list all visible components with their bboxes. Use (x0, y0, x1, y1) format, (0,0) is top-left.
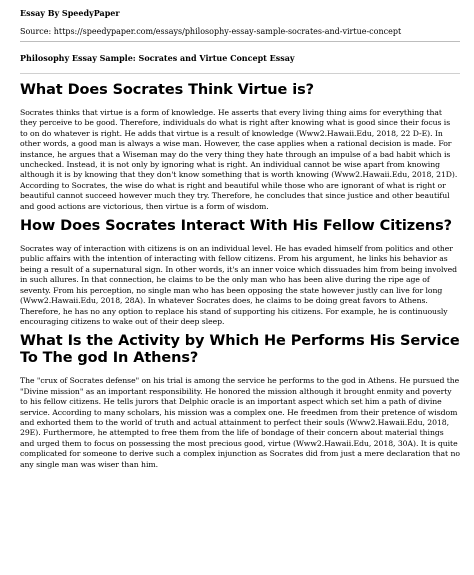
source-url[interactable]: https://speedypaper.com/essays/philosophy-essay-sample-socrates-and-virtue-concept (53, 27, 402, 36)
essay-title: Philosophy Essay Sample: Socrates and Virtue Concept Essay (20, 53, 295, 63)
section-body-service: The "crux of Socrates defense" on his trial is among the service he performs to the god in Athens. He pursued the "Divine mission" as an important responsibility. He honored the mission although it brought enmity and poverty to his fellow citizens. He tells jurors that Delphic oracle is an important aspect which set him a path of divine service. According to many scholars, his mission was a complex one. He freedmen from their pretence of wisdom and exhorted them to the world of truth and actual attainment to perfect their souls (Www2.Hawaii.Edu, 2018, 29E). Furthermore, he attempted to free them from the life of bondage of their concern about material things and urged them to focus on possessing the most precious good, virtue (Www2.Hawaii.Edu, 2018, 30A). It is quite complicated for someone to derive such a complex injunction as Socrates did from just a mere declaration that no any single man was wiser than him. (20, 376, 460, 469)
source-line (20, 27, 460, 36)
section-heading-interaction: How Does Socrates Interact With His Fellow Citizens? (20, 218, 452, 235)
section-body-interaction: Socrates way of interaction with citizens is on an individual level. He has evaded himself from politics and other public affairs with the intention of interacting with fellow citizens. From his argument, he links his behavior as being a result of a supernatural sign. In other words, it's an inner voice which dissuades him from being involved in such allures. In that connection, he claims to be the only man who has been alive during the ripe age of seventy. From his perception, no single man who has been opposing the state however justly can live for long (Www2.Hawaii.Edu, 2018, 28A). In whatever Socrates does, he claims to be doing great favors to Athens. Therefore, he has no any option to replace his stand of supporting his citizens. For example, he is continuously encouraging citizens to wake out of their deep sleep. (20, 244, 458, 326)
header-divider (20, 41, 460, 42)
section-heading-service: What Is the Activity by Which He Performs His Service To The god In Athens? (20, 333, 460, 367)
section-heading-virtue: What Does Socrates Think Virtue is? (20, 82, 314, 98)
brand-title: Essay By SpeedyPaper (20, 8, 120, 18)
section-body-virtue: Socrates thinks that virtue is a form of knowledge. He asserts that every living thing aims for everything that they perceive to be good. Therefore, individuals do what is right after knowing what is good since their focus is to on do whatever is right. He adds that virtue is a result of knowledge (Www2.Hawaii.Edu, 2018, 22 D-E). In other words, a good man is always a wise man. However, the case applies when a rational decision is made. For instance, he argues that a Wiseman may do the very thing they hate through an impulse of a bad habit which is unchecked. Instead, it is not only by ignoring what is right. An individual cannot be wise apart from knowing although it is by knowing that they don't know something that is worth knowing (Www2.Hawaii.Edu, 2018, 21D). According to Socrates, the wise do what is right and beautiful while those who are ignorant of what is right or beautiful cannot succeed however much they try. Therefore, he concludes that since justice and other beautiful and good actions are victorious, then virtue is a form of wisdom. (20, 108, 458, 211)
title-divider (20, 73, 460, 74)
source-label: Source: (20, 27, 54, 36)
